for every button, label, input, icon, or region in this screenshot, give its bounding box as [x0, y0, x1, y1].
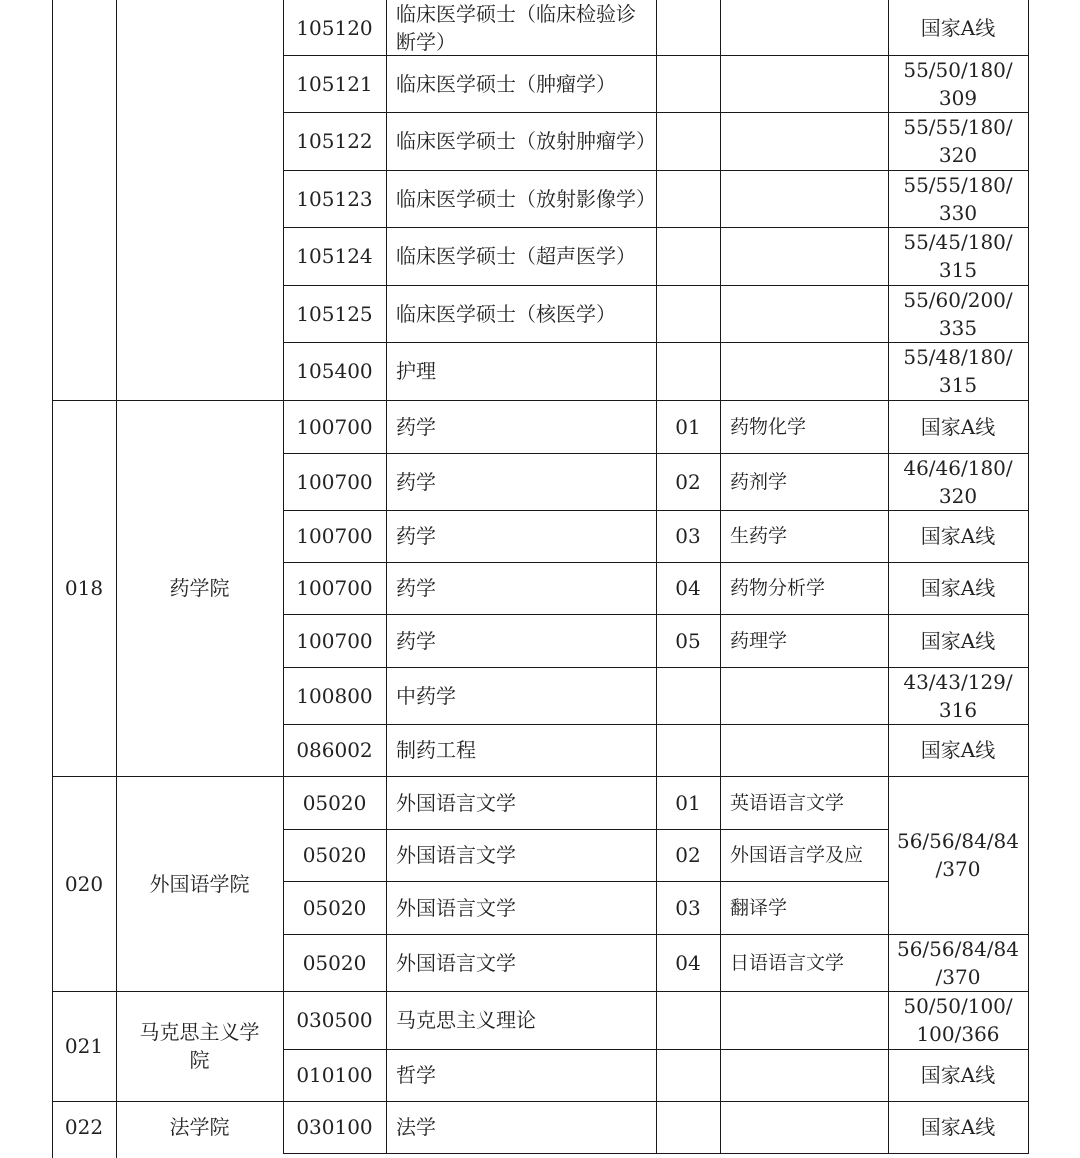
major-code: 086002 [296, 738, 373, 762]
direction-name: 药物化学 [730, 415, 807, 438]
department-name: 马克思主义学 院 [139, 1020, 260, 1072]
score-line: 国家A线 [920, 1115, 996, 1139]
score-line: 55/55/180/ 330 [903, 172, 1013, 225]
major-code: 100700 [296, 414, 373, 439]
direction-name: 药剂学 [730, 470, 788, 493]
major-code: 105123 [296, 186, 373, 211]
score-line: 46/46/180/ 320 [903, 455, 1013, 508]
score-line: 50/50/100/ 100/366 [903, 994, 1013, 1046]
score-line: 55/60/200/ 335 [903, 287, 1013, 340]
direction-code: 05 [675, 628, 701, 653]
direction-code: 01 [675, 414, 701, 439]
score-line: 55/50/180/ 309 [903, 57, 1013, 110]
score-line: 55/45/180/ 315 [903, 230, 1013, 282]
direction-code: 03 [675, 895, 701, 920]
major-name: 马克思主义理论 [396, 1008, 536, 1032]
department-code: 020 [64, 871, 104, 896]
direction-name: 日语语言文学 [730, 951, 845, 974]
major-name: 药学 [396, 524, 436, 548]
major-code: 05020 [302, 790, 367, 815]
major-name: 临床医学硕士（肿瘤学） [396, 71, 616, 96]
score-line: 55/48/180/ 315 [903, 345, 1013, 397]
direction-name: 外国语言学及应 [730, 844, 864, 866]
department-code: 021 [64, 1034, 104, 1058]
score-line: 国家A线 [920, 628, 996, 653]
department-name: 药学院 [169, 576, 230, 600]
major-name: 临床医学硕士（超声医学） [396, 244, 636, 268]
major-code: 030100 [296, 1115, 373, 1139]
major-name: 外国语言文学 [396, 843, 516, 867]
department-name: 法学院 [169, 1115, 230, 1139]
major-code: 105124 [296, 244, 373, 268]
major-code: 105400 [296, 359, 373, 383]
direction-name: 翻译学 [730, 896, 788, 919]
major-code: 100700 [296, 576, 373, 600]
score-line: 国家A线 [920, 576, 996, 600]
direction-code: 03 [675, 524, 701, 548]
score-line: 国家A线 [920, 15, 996, 40]
major-name: 临床医学硕士（核医学） [396, 301, 616, 326]
major-code: 105121 [296, 71, 373, 96]
major-code: 100700 [296, 524, 373, 548]
score-line: 56/56/84/84 /370 [896, 936, 1019, 989]
score-line: 国家A线 [920, 524, 996, 548]
major-name: 临床医学硕士（临床检验诊断学） [396, 1, 636, 54]
major-name: 药学 [396, 628, 436, 653]
merged-score-line: 56/56/84/84 /370 [896, 829, 1019, 881]
major-name: 外国语言文学 [396, 895, 516, 920]
major-name: 哲学 [396, 1063, 436, 1087]
score-line: 43/43/129/ 316 [903, 669, 1013, 722]
direction-code: 04 [675, 576, 701, 600]
major-name: 法学 [396, 1115, 436, 1139]
direction-code: 04 [675, 950, 701, 975]
major-code: 010100 [296, 1063, 373, 1087]
direction-name: 药物分析学 [730, 577, 826, 599]
vline [1028, 0, 1029, 1154]
direction-name: 英语语言文学 [730, 791, 845, 814]
major-name: 制药工程 [396, 738, 476, 762]
major-code: 05020 [302, 843, 367, 867]
major-name: 中药学 [396, 683, 456, 708]
major-name: 药学 [396, 469, 436, 494]
major-code: 030500 [296, 1008, 373, 1032]
major-code: 100700 [296, 469, 373, 494]
score-line: 国家A线 [920, 414, 996, 439]
major-code: 05020 [302, 950, 367, 975]
major-name: 护理 [396, 359, 436, 383]
major-name: 药学 [396, 414, 436, 439]
major-name: 临床医学硕士（放射影像学） [396, 186, 656, 211]
direction-name: 药理学 [730, 629, 788, 652]
major-name: 外国语言文学 [396, 950, 516, 975]
direction-code: 02 [675, 469, 701, 494]
major-code: 100800 [296, 683, 373, 708]
department-name: 外国语学院 [149, 871, 250, 896]
direction-code: 02 [675, 843, 701, 867]
major-code: 05020 [302, 895, 367, 920]
department-code: 018 [64, 576, 104, 600]
major-name: 临床医学硕士（放射肿瘤学） [396, 129, 656, 153]
department-code: 022 [64, 1115, 104, 1139]
major-code: 105122 [296, 129, 373, 153]
direction-code: 01 [675, 790, 701, 815]
major-code: 105120 [296, 15, 373, 40]
major-code: 105125 [296, 301, 373, 326]
major-code: 100700 [296, 628, 373, 653]
direction-name: 生药学 [730, 525, 788, 547]
score-line: 国家A线 [920, 1063, 996, 1087]
major-name: 药学 [396, 576, 436, 600]
score-line: 55/55/180/ 320 [903, 115, 1013, 167]
major-name: 外国语言文学 [396, 790, 516, 815]
score-line: 国家A线 [920, 738, 996, 762]
